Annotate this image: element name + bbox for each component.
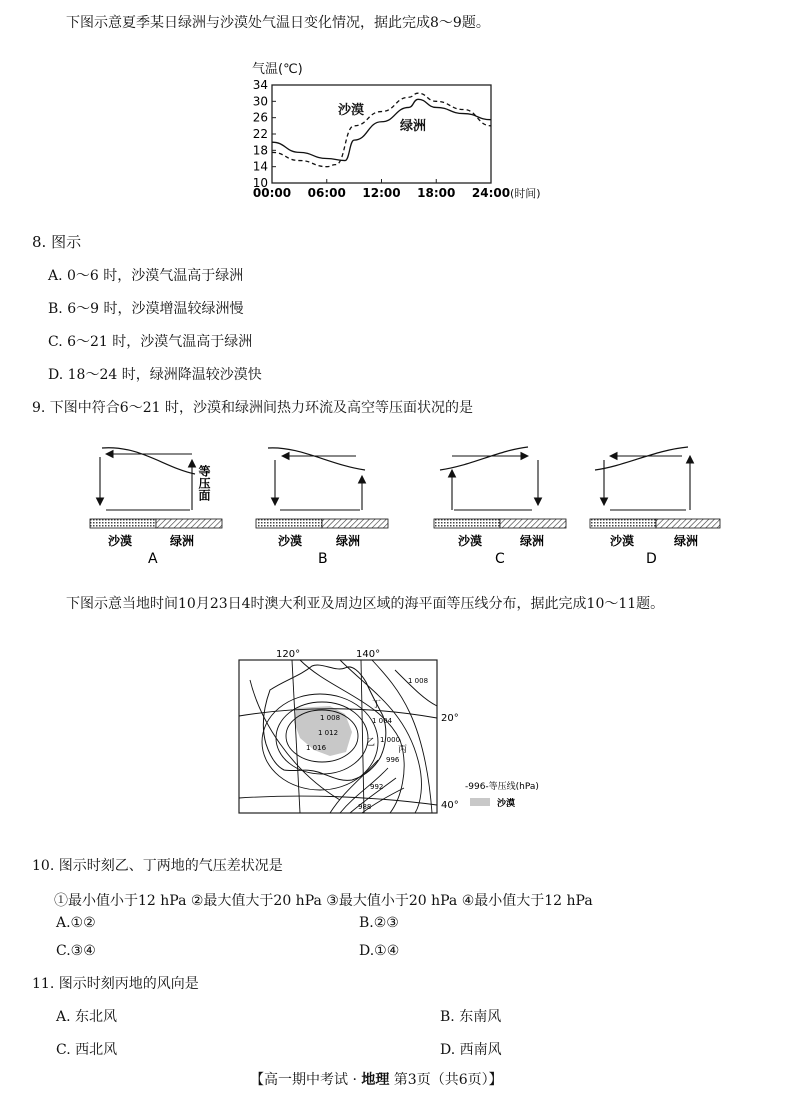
x-tick-label: 00:00 — [252, 186, 292, 200]
chart-ylabel: 气温(℃) — [252, 62, 303, 77]
q10-option-d: D.①④ — [359, 943, 400, 959]
footer-subject: 地理 — [361, 1072, 390, 1088]
page-footer — [250, 1071, 503, 1089]
q11-option-a: A. 东北风 — [56, 1009, 118, 1025]
legend-desert-swatch — [470, 798, 490, 806]
q8-option-d: D. 18～24 时，绿洲降温较沙漠快 — [48, 367, 262, 383]
q11-option-b: B. 东南风 — [440, 1009, 502, 1025]
label-oasis: 绿洲 — [400, 119, 427, 134]
isobar-label-1008a: 1 008 — [408, 677, 429, 685]
q8-option-a: A. 0～6 时，沙漠气温高于绿洲 — [48, 268, 244, 284]
intro-text-1: 下图示意夏季某日绿洲与沙漠处气温日变化情况，据此完成8～9题。 — [66, 15, 490, 31]
oasis-label-a: 绿洲 — [170, 534, 195, 548]
isobar-label-1016: 1 016 — [306, 744, 327, 752]
q11-option-c: C. 西北风 — [56, 1042, 118, 1058]
y-tick-label: 30 — [252, 94, 268, 109]
q8-option-c: C. 6～21 时，沙漠气温高于绿洲 — [48, 334, 253, 350]
isobar-label-988: 988 — [358, 803, 372, 811]
q9-stem: 9. 下图中符合6～21 时，沙漠和绿洲间热力环流及高空等压面状况的是 — [32, 400, 473, 416]
oasis-label-c: 绿洲 — [520, 534, 545, 548]
letter-c: C — [495, 551, 505, 567]
letter-b: B — [318, 551, 328, 567]
legend-desert: 沙漠 — [497, 799, 516, 809]
place-bing: 丙 — [398, 745, 408, 755]
lat-40: 40° — [441, 800, 459, 811]
q10-statements: ①最小值小于12 hPa ②最大值大于20 hPa ③最大值小于20 hPa ④最小值大于12 hPa — [54, 893, 593, 909]
isobar-label-1012: 1 012 — [318, 729, 339, 737]
q11-stem: 11. 图示时刻丙地的风向是 — [32, 976, 199, 992]
desert-label-b: 沙漠 — [278, 534, 303, 548]
q10-option-a: A.①② — [56, 915, 96, 931]
desert-label-a: 沙漠 — [108, 534, 133, 548]
oasis-label-b: 绿洲 — [336, 534, 361, 548]
lon-120: 120° — [276, 649, 301, 660]
intro-text-2: 下图示意当地时间10月23日4时澳大利亚及周边区域的海平面等压线分布，据此完成10～11题。 — [66, 596, 665, 612]
q8-option-b: B. 6～9 时，沙漠增温较绿洲慢 — [48, 301, 244, 317]
legend-isobar: -996-等压线(hPa) — [465, 782, 539, 792]
x-tick-label: 12:00 — [362, 186, 401, 200]
isobar-label-1: 等压面 — [197, 465, 211, 501]
q11-option-d: D. 西南风 — [440, 1042, 502, 1058]
letter-a: A — [148, 551, 158, 567]
isobar-label-1008b: 1 008 — [320, 714, 341, 722]
q10-option-c: C.③④ — [56, 943, 96, 959]
y-tick-label: 10 — [252, 176, 268, 190]
isobar-label-1004: 1 004 — [372, 717, 393, 725]
lon-140: 140° — [356, 649, 381, 660]
footer-prefix: 【高一期中考试 · — [250, 1072, 362, 1088]
q8-stem: 8. 图示 — [32, 233, 82, 251]
isobar-label-996: 996 — [386, 756, 400, 764]
x-tick-label: 06:00 — [307, 186, 346, 200]
desert-label-d: 沙漠 — [610, 534, 635, 548]
place-ding: 丁 — [372, 700, 382, 710]
lat-20: 20° — [441, 713, 459, 724]
chart-xunit: (时间) — [510, 187, 541, 200]
y-tick-label: 34 — [252, 78, 268, 92]
isobar-label-1000: 1 000 — [380, 736, 401, 744]
letter-d: D — [646, 551, 657, 567]
q10-stem: 10. 图示时刻乙、丁两地的气压差状况是 — [32, 858, 283, 874]
y-tick-label: 14 — [252, 159, 268, 174]
place-yi: 乙 — [366, 738, 376, 748]
desert-label-c: 沙漠 — [458, 534, 483, 548]
footer-page: 第3页（共6页）】 — [389, 1072, 503, 1088]
label-desert: 沙漠 — [338, 103, 365, 118]
isobar-label-992: 992 — [370, 783, 384, 791]
x-tick-label: 24:00 — [471, 186, 511, 200]
x-tick-label: 18:00 — [417, 186, 456, 200]
y-tick-label: 22 — [252, 127, 268, 141]
y-tick-label: 26 — [252, 110, 268, 125]
q10-option-b: B.②③ — [359, 915, 399, 931]
oasis-label-d: 绿洲 — [674, 534, 699, 548]
y-tick-label: 18 — [252, 143, 268, 158]
